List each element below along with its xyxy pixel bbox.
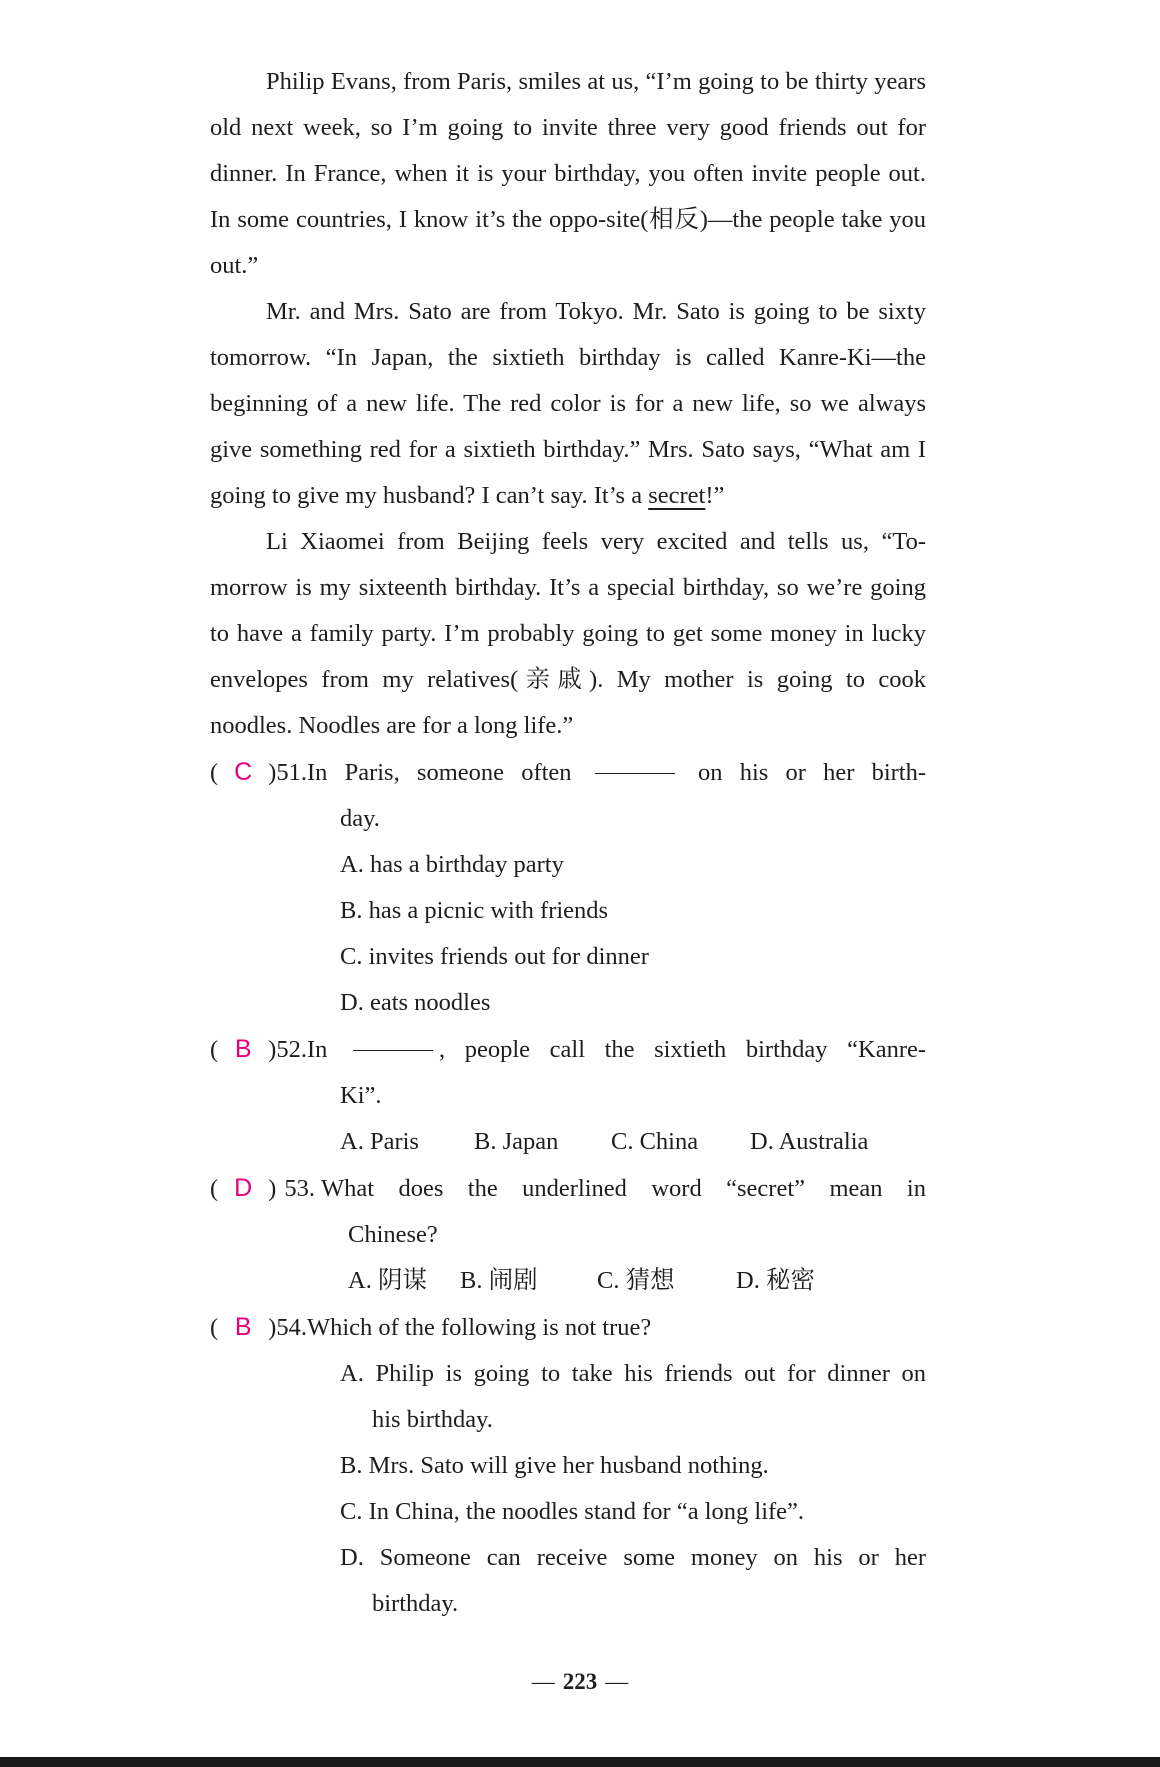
option-a-line-2: his birthday. [372,1406,493,1433]
question-stem-part: In [306,1036,328,1063]
option-d: D. Australia [750,1128,869,1155]
option-a [340,1351,926,1443]
options-row [348,1258,926,1304]
question-stem: What does the underlined word “secret” mean in [320,1175,926,1202]
question-stem-continued: Ki”. [340,1082,382,1109]
option-a: A. 阴谋 [348,1267,427,1294]
page-number-dash-left: — [531,1669,555,1694]
question-54 [210,1304,926,1627]
question-stem-part: on his or her birth- [697,759,927,786]
options-row [340,1119,926,1165]
option-b: B. Mrs. Sato will give her husband nothing. [340,1452,769,1479]
answer-blank [353,1049,433,1051]
option-a: A. has a birthday party [340,851,564,878]
passage-paragraph-2-text: Mr. and Mrs. Sato are from Tokyo. Mr. Sato is going to be sixty tomorrow. “In Japan, the sixtieth birthday is called Kanre-Ki—the beginning of a new life. The red color is for a new life, so we always give something red for a sixtieth birthday.” Mrs. Sato says, “What am I going to give my husband? I can’t say. It’s a [210,298,926,509]
question-stem-part: In Paris, someone often [306,759,572,786]
question-52 [210,1026,926,1165]
underlined-word-secret: secret [648,482,706,509]
answer-paren-open: ( [210,759,219,786]
answer-paren-close: ) [268,759,277,786]
option-a: A. Paris [340,1128,419,1155]
question-stem-continued: day. [340,805,380,832]
answer-paren-open: ( [210,1314,219,1341]
passage-paragraph-3: Li Xiaomei from Beijing feels very excited and tells us, “To-morrow is my sixteenth birthday. It’s a special birthday, so we’re going to have a family party. I’m probably going to get some money in lucky envelopes from my relatives(亲戚). My mother is going to cook noodles. Noodles are for a long life.” [210,528,926,739]
option-d-line-1: D. Someone can receive some money on his or her [340,1544,926,1571]
option-d [340,1535,926,1627]
page-number-dash-right: — [605,1669,629,1694]
page-number-value: 223 [562,1669,598,1694]
question-stem [307,1027,926,1073]
option-c: C. invites friends out for dinner [340,943,649,970]
answer-paren-close: ) [268,1175,277,1202]
answer-paren-close: ) [268,1036,277,1063]
answer-mark: D [234,1174,253,1202]
page-number [0,1669,1160,1695]
question-number: 51. [276,759,307,786]
answer-blank [595,772,675,774]
option-c: C. 猜想 [597,1267,675,1294]
page-content [210,59,926,1627]
answer-mark: B [234,1035,252,1063]
question-53 [210,1165,926,1304]
option-a-line-1: A. Philip is going to take his friends out for dinner on [340,1360,926,1387]
question-number: 52. [276,1036,307,1063]
passage-paragraph-1: Philip Evans, from Paris, smiles at us, “I’m going to be thirty years old next week, so I’m going to invite three very good friends out for dinner. In France, when it is your birthday, you often invite people out. In some countries, I know it’s the oppo-site(相反)—the people take you out.” [210,68,926,279]
question-number: 54. [276,1314,307,1341]
question-number: 53. [284,1175,315,1202]
option-b: B. has a picnic with friends [340,897,609,924]
question-stem-continued: Chinese? [348,1221,438,1248]
option-c: C. China [611,1128,699,1155]
question-stem: Which of the following is not true? [306,1314,652,1341]
question-stem-part: , people call the sixtieth birthday “Kanre- [439,1036,927,1063]
question-51 [210,749,926,1026]
answer-paren-open: ( [210,1036,219,1063]
bottom-border-bar [0,1757,1160,1767]
option-d: D. eats noodles [340,989,491,1016]
option-c: C. In China, the noodles stand for “a long life”. [340,1498,805,1525]
answer-mark: B [234,1313,252,1341]
passage-paragraph-2-end: !” [705,482,725,509]
option-b: B. Japan [474,1128,559,1155]
answer-paren-close: ) [268,1314,277,1341]
passage-paragraph-2 [210,289,926,519]
option-d: D. 秘密 [736,1267,815,1294]
answer-mark: C [234,758,253,786]
question-stem [307,750,926,796]
answer-paren-open: ( [210,1175,219,1202]
option-b: B. 闹剧 [460,1267,538,1294]
option-d-line-2: birthday. [372,1590,459,1617]
